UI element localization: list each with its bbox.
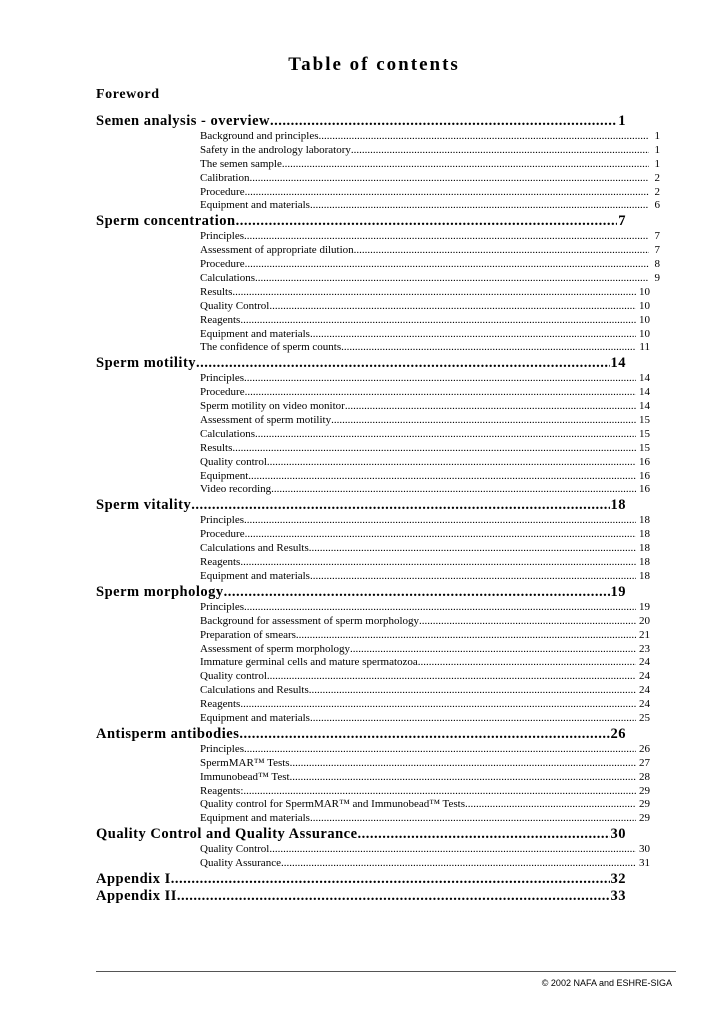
toc-subsection-page: 10 <box>639 313 650 326</box>
toc-leader-dots <box>244 743 636 757</box>
toc-subsection-title: Preparation of smears <box>200 628 296 641</box>
toc-section-page: 30 <box>610 826 626 843</box>
toc-section-title: Appendix I <box>96 870 171 887</box>
toc-leader-dots <box>350 643 636 657</box>
toc-leader-dots <box>310 199 649 213</box>
toc-subsection-entry[interactable] <box>200 456 650 470</box>
toc-subsection-page: 18 <box>639 528 650 541</box>
toc-leader-dots <box>331 414 636 428</box>
toc-subsection-entry[interactable] <box>200 556 650 570</box>
toc-section-page: 19 <box>610 583 626 600</box>
toc-subsection-title: Results <box>200 285 233 298</box>
toc-section-entry[interactable] <box>96 726 626 743</box>
toc-subsection-page: 21 <box>639 628 650 641</box>
toc-leader-dots <box>269 843 636 857</box>
toc-subsection-page: 28 <box>639 770 650 783</box>
toc-subsection-title: Equipment and materials <box>200 569 310 582</box>
toc-subsection-entry[interactable] <box>200 857 650 871</box>
toc-subsection-page: 15 <box>639 427 650 440</box>
toc-section-title: Appendix II <box>96 887 177 904</box>
toc-leader-dots <box>310 328 636 342</box>
toc-subsection-title: Calculations and Results <box>200 684 309 697</box>
foreword-heading[interactable]: Foreword <box>96 87 160 102</box>
toc-leader-dots <box>341 341 636 355</box>
toc-leader-dots <box>232 286 636 300</box>
toc-leader-dots <box>245 258 649 272</box>
toc-subsection-page: 7 <box>654 230 660 243</box>
toc-subsection-page: 30 <box>639 843 650 856</box>
toc-leader-dots <box>271 483 636 497</box>
toc-subsection-entry[interactable] <box>200 272 660 286</box>
toc-subsection-title: Sperm motility on video monitor <box>200 400 345 413</box>
toc-section-title: Sperm morphology <box>96 583 224 600</box>
toc-subsection-title: Equipment and materials <box>200 327 310 340</box>
toc-subsection-page: 10 <box>639 299 650 312</box>
toc-subsection-title: Immature germinal cells and mature spermatozoa <box>200 656 418 669</box>
toc-leader-dots <box>171 871 610 888</box>
toc-section-page: 18 <box>610 497 626 514</box>
toc-subsection-page: 18 <box>639 514 650 527</box>
toc-subsection-page: 18 <box>639 542 650 555</box>
toc-subsection-page: 24 <box>639 684 650 697</box>
toc-section-page: 1 <box>618 113 626 129</box>
toc-subsection-title: Quality Control <box>200 843 270 856</box>
toc-subsection-entry[interactable] <box>200 514 650 528</box>
toc-subsection-title: Reagents <box>200 698 241 711</box>
toc-subsection-title: SpermMAR™ Tests <box>200 756 290 769</box>
toc-subsection-title: Equipment <box>200 469 249 482</box>
toc-leader-dots <box>282 158 649 172</box>
toc-subsection-entry[interactable] <box>200 656 650 670</box>
toc-section-entry[interactable] <box>96 871 626 888</box>
toc-subsection-entry[interactable] <box>200 528 650 542</box>
toc-leader-dots <box>239 726 609 743</box>
toc-subsection-title: Procedure <box>200 258 245 271</box>
toc-subsection-page: 1 <box>654 143 660 156</box>
toc-section-entry[interactable] <box>96 355 626 372</box>
toc-subsection-entry[interactable] <box>200 615 650 629</box>
toc-subsection-entry[interactable] <box>200 698 650 712</box>
toc-subsection-title: Principles <box>200 742 244 755</box>
toc-subsection-entry[interactable] <box>200 300 650 314</box>
toc-subsection-page: 16 <box>639 455 650 468</box>
toc-section-entry[interactable] <box>96 826 626 843</box>
toc-leader-dots <box>224 584 610 601</box>
toc-subsection-title: Quality Control <box>200 299 270 312</box>
toc-subsection-page: 1 <box>654 157 660 170</box>
toc-subsection-page: 26 <box>639 742 650 755</box>
toc-subsection-page: 14 <box>639 386 650 399</box>
toc-subsection-title: Procedure <box>200 185 245 198</box>
toc-subsection-entry[interactable] <box>200 643 650 657</box>
toc-subsection-entry[interactable] <box>200 442 650 456</box>
toc-leader-dots <box>309 542 636 556</box>
toc-subsection-title: Principles <box>200 372 244 385</box>
page-title: Table of contents <box>288 54 460 75</box>
toc-subsection-title: Calculations and Results <box>200 542 309 555</box>
toc-leader-dots <box>248 470 636 484</box>
toc-leader-dots <box>309 684 636 698</box>
toc-subsection-title: Reagents <box>200 313 241 326</box>
toc-leader-dots <box>281 857 636 871</box>
toc-subsection-page: 25 <box>639 711 650 724</box>
toc-leader-dots <box>244 601 636 615</box>
toc-subsection-entry[interactable] <box>200 158 660 172</box>
toc-leader-dots <box>267 670 636 684</box>
toc-subsection-page: 19 <box>639 600 650 613</box>
toc-subsection-entry[interactable] <box>200 798 650 812</box>
toc-subsection-page: 29 <box>639 812 650 825</box>
toc-subsection-entry[interactable] <box>200 199 660 213</box>
toc-subsection-page: 9 <box>654 272 660 285</box>
toc-leader-dots <box>419 615 636 629</box>
toc-subsection-title: Quality control for SpermMAR™ and Immunobead™ Tests <box>200 798 465 811</box>
toc-leader-dots <box>236 213 618 230</box>
toc-leader-dots <box>245 186 649 200</box>
toc-leader-dots <box>418 656 636 670</box>
toc-subsection-title: Reagents: <box>200 784 244 797</box>
toc-subsection-page: 29 <box>639 784 650 797</box>
toc-subsection-page: 24 <box>639 670 650 683</box>
toc-leader-dots <box>255 272 649 286</box>
toc-subsection-page: 2 <box>654 171 660 184</box>
toc-subsection-title: Calculations <box>200 272 255 285</box>
toc-leader-dots <box>244 514 636 528</box>
toc-subsection-page: 18 <box>639 569 650 582</box>
toc-subsection-title: Equipment and materials <box>200 199 310 212</box>
toc-leader-dots <box>245 386 636 400</box>
toc-subsection-entry[interactable] <box>200 629 650 643</box>
footer-divider <box>96 971 676 972</box>
toc-leader-dots <box>310 712 636 726</box>
toc-leader-dots <box>296 629 636 643</box>
toc-subsection-entry[interactable] <box>200 414 650 428</box>
toc-subsection-page: 14 <box>639 372 650 385</box>
toc-subsection-title: Results <box>200 441 233 454</box>
toc-leader-dots <box>267 456 636 470</box>
toc-subsection-page: 24 <box>639 698 650 711</box>
toc-subsection-title: Assessment of sperm motility <box>200 414 332 427</box>
toc-subsection-entry[interactable] <box>200 812 650 826</box>
toc-subsection-title: Background for assessment of sperm morphology <box>200 614 420 627</box>
toc-subsection-entry[interactable] <box>200 314 650 328</box>
toc-section-page: 14 <box>610 355 626 372</box>
toc-section-title: Semen analysis - overview <box>96 113 270 129</box>
toc-subsection-entry[interactable] <box>200 542 650 556</box>
toc-subsection-page: 20 <box>639 614 650 627</box>
toc-subsection-entry[interactable] <box>200 470 650 484</box>
toc-subsection-title: Calibration <box>200 171 250 184</box>
toc-subsection-title: Principles <box>200 514 244 527</box>
toc-subsection-title: Calculations <box>200 427 255 440</box>
toc-subsection-page: 6 <box>654 199 660 212</box>
toc-subsection-entry[interactable] <box>200 712 650 726</box>
toc-subsection-entry[interactable] <box>200 743 650 757</box>
toc-leader-dots <box>232 442 636 456</box>
toc-section-entry[interactable] <box>96 584 626 601</box>
toc-leader-dots <box>243 785 636 799</box>
toc-subsection-page: 7 <box>654 244 660 257</box>
toc-subsection-page: 31 <box>639 857 650 870</box>
toc-subsection-entry[interactable] <box>200 341 650 355</box>
toc-leader-dots <box>177 888 610 905</box>
toc-subsection-entry[interactable] <box>200 144 660 158</box>
toc-subsection-page: 29 <box>639 798 650 811</box>
toc-subsection-title: Principles <box>200 230 244 243</box>
toc-subsection-title: Equipment and materials <box>200 711 310 724</box>
toc-leader-dots <box>240 556 636 570</box>
toc-subsection-entry[interactable] <box>200 186 660 200</box>
toc-section-entry[interactable] <box>96 888 626 905</box>
toc-subsection-entry[interactable] <box>200 130 660 144</box>
footer-copyright: © 2002 NAFA and ESHRE-SIGA <box>541 978 672 988</box>
toc-section-title: Sperm vitality <box>96 497 192 514</box>
toc-subsection-title: Procedure <box>200 386 245 399</box>
toc-section-title: Quality Control and Quality Assurance <box>96 826 358 843</box>
toc-leader-dots <box>290 757 636 771</box>
toc-subsection-title: Reagents <box>200 556 241 569</box>
toc-section-title: Sperm concentration <box>96 213 236 230</box>
toc-subsection-title: Immunobead™ Test <box>200 770 290 783</box>
toc-subsection-entry[interactable] <box>200 670 650 684</box>
toc-subsection-entry[interactable] <box>200 244 660 258</box>
toc-subsection-title: Principles <box>200 600 244 613</box>
toc-subsection-title: Quality control <box>200 455 267 468</box>
toc-subsection-entry[interactable] <box>200 372 650 386</box>
toc-leader-dots <box>250 172 650 186</box>
toc-subsection-entry[interactable] <box>200 570 650 584</box>
toc-subsection-entry[interactable] <box>200 386 650 400</box>
toc-section-entry[interactable] <box>96 497 626 514</box>
toc-leader-dots <box>358 826 610 843</box>
toc-leader-dots <box>191 497 609 514</box>
toc-leader-dots <box>244 372 636 386</box>
toc-subsection-entry[interactable] <box>200 771 650 785</box>
toc-leader-dots <box>290 771 636 785</box>
toc-subsection-entry[interactable] <box>200 483 650 497</box>
toc-subsection-entry[interactable] <box>200 286 650 300</box>
toc-body <box>96 113 660 905</box>
toc-subsection-title: Assessment of appropriate dilution <box>200 244 354 257</box>
toc-subsection-title: Background and principles <box>200 130 319 142</box>
toc-subsection-page: 2 <box>654 185 660 198</box>
toc-subsection-title: The semen sample <box>200 157 282 170</box>
toc-subsection-page: 23 <box>639 642 650 655</box>
table-of-contents <box>96 86 660 905</box>
toc-subsection-page: 10 <box>639 285 650 298</box>
toc-subsection-page: 18 <box>639 556 650 569</box>
toc-section-page: 33 <box>610 887 626 904</box>
toc-leader-dots <box>255 428 636 442</box>
toc-subsection-page: 14 <box>639 400 650 413</box>
toc-subsection-page: 10 <box>639 327 650 340</box>
toc-leader-dots <box>269 300 636 314</box>
toc-section-page: 7 <box>618 213 626 230</box>
toc-subsection-page: 27 <box>639 756 650 769</box>
toc-subsection-page: 15 <box>639 441 650 454</box>
toc-leader-dots <box>240 314 636 328</box>
toc-section-entry[interactable] <box>96 213 626 230</box>
toc-subsection-entry[interactable] <box>200 428 650 442</box>
toc-subsection-title: Equipment and materials <box>200 812 310 825</box>
toc-leader-dots <box>319 130 649 144</box>
toc-subsection-title: Procedure <box>200 528 245 541</box>
toc-leader-dots <box>240 698 636 712</box>
toc-leader-dots <box>244 230 649 244</box>
toc-section-title: Antisperm antibodies <box>96 725 240 742</box>
toc-subsection-entry[interactable] <box>200 258 660 272</box>
toc-subsection-title: Quality Assurance <box>200 857 281 870</box>
toc-subsection-entry[interactable] <box>200 843 650 857</box>
toc-subsection-title: The confidence of sperm counts <box>200 341 342 354</box>
toc-subsection-entry[interactable] <box>200 328 650 342</box>
toc-section-entry[interactable] <box>96 113 626 130</box>
toc-subsection-entry[interactable] <box>200 684 650 698</box>
toc-leader-dots <box>465 798 636 812</box>
toc-subsection-title: Safety in the andrology laboratory <box>200 143 351 156</box>
toc-subsection-entry[interactable] <box>200 757 650 771</box>
toc-subsection-page: 24 <box>639 656 650 669</box>
toc-subsection-page: 15 <box>639 414 650 427</box>
toc-subsection-title: Quality control <box>200 670 267 683</box>
toc-subsection-entry[interactable] <box>200 400 650 414</box>
toc-subsection-page: 11 <box>639 341 650 354</box>
toc-subsection-page: 16 <box>639 469 650 482</box>
toc-section-page: 32 <box>610 870 626 887</box>
toc-subsection-page: 16 <box>639 483 650 496</box>
toc-subsection-entry[interactable] <box>200 785 650 799</box>
toc-leader-dots <box>245 528 636 542</box>
toc-subsection-entry[interactable] <box>200 601 650 615</box>
toc-subsection-entry[interactable] <box>200 172 660 186</box>
toc-subsection-page: 8 <box>654 258 660 271</box>
toc-section-page: 26 <box>610 725 626 742</box>
toc-subsection-title: Assessment of sperm morphology <box>200 642 351 655</box>
toc-leader-dots <box>354 244 649 258</box>
toc-subsection-title: Video recording <box>200 483 272 496</box>
toc-leader-dots <box>310 570 636 584</box>
toc-section-title: Sperm motility <box>96 355 197 372</box>
toc-subsection-page: 1 <box>654 130 660 142</box>
toc-leader-dots <box>310 812 636 826</box>
toc-leader-dots <box>196 355 609 372</box>
toc-leader-dots <box>345 400 636 414</box>
toc-leader-dots <box>351 144 649 158</box>
toc-subsection-entry[interactable] <box>200 230 660 244</box>
toc-leader-dots <box>270 113 617 130</box>
